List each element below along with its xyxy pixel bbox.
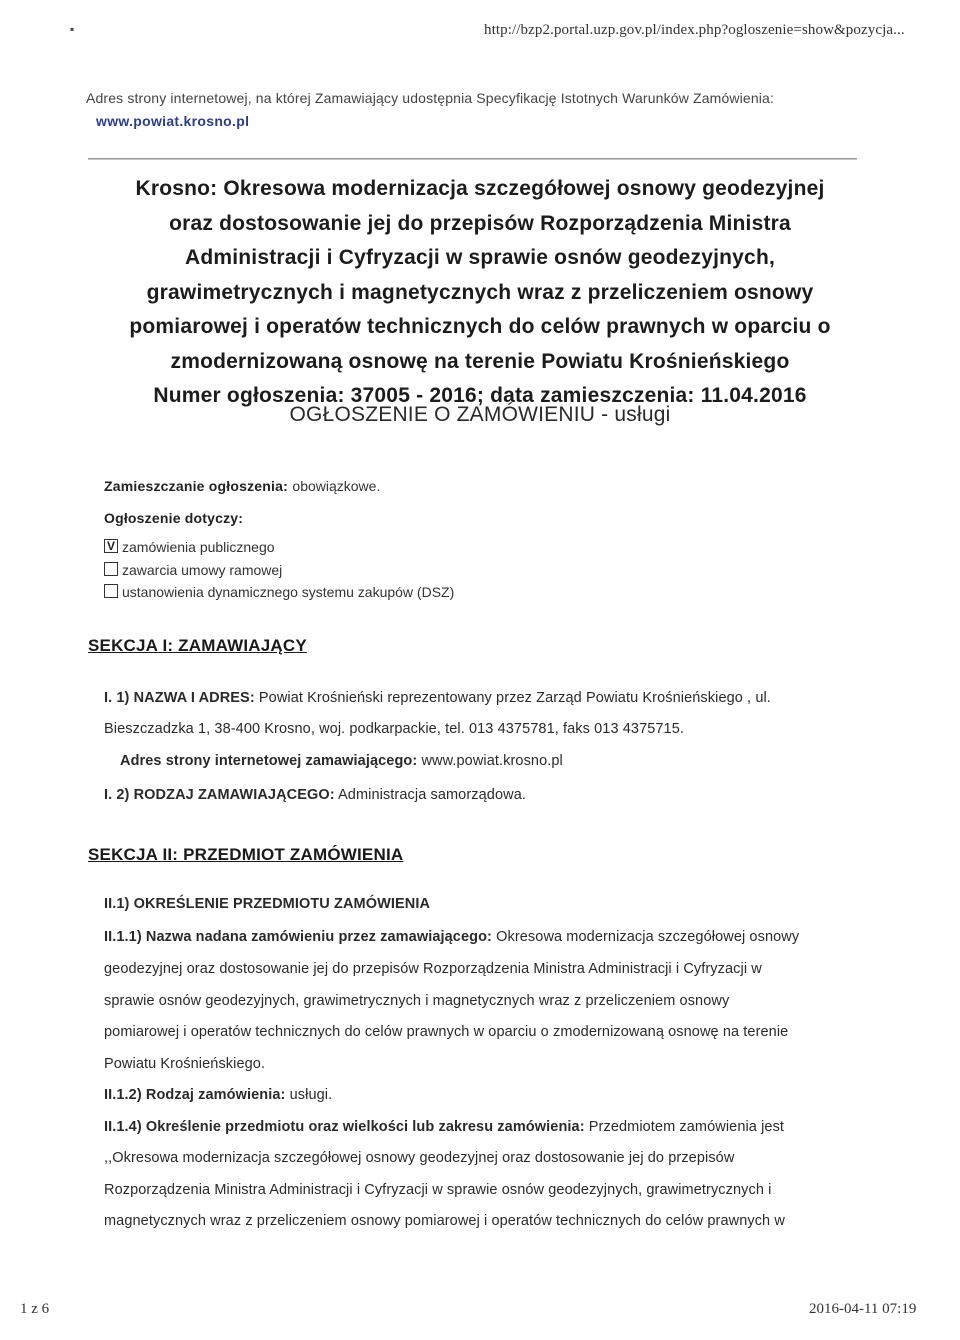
scope-line: magnetycznych wraz z przeliczeniem osnowy pomiarowej i operatów technicznych do celów prawnych w: [104, 1213, 785, 1229]
website-value[interactable]: www.powiat.krosno.pl: [421, 753, 563, 769]
contract-name-label: II.1.1) Nazwa nadana zamówieniu przez zamawiającego:: [104, 929, 492, 945]
option-public-contract: zamówienia publicznego: [122, 539, 275, 555]
title-line: oraz dostosowanie jej do przepisów Rozporządzenia Ministra: [169, 211, 791, 235]
scope-label: II.1.4) Określenie przedmiotu oraz wielkości lub zakresu zamówienia:: [104, 1119, 585, 1135]
contract-name-row: [104, 929, 799, 945]
subject-heading: II.1) OKREŚLENIE PRZEDMIOTU ZAMÓWIENIA: [104, 896, 431, 912]
contract-name-line: sprawie osnów geodezyjnych, grawimetrycznych i magnetycznych wraz z przeliczeniem osnowy: [104, 993, 730, 1009]
section-2-heading: SEKCJA II: PRZEDMIOT ZAMÓWIENIA: [88, 845, 404, 864]
contract-name-text: Okresowa modernizacja szczegółowej osnowy: [496, 929, 800, 945]
contract-name-line: geodezyjnej oraz dostosowanie jej do przepisów Rozporządzenia Ministra Administracji i Cyfryzacji w: [104, 961, 762, 977]
contract-type-value: usługi.: [289, 1087, 333, 1103]
contract-name-line: Powiatu Krośnieńskiego.: [104, 1056, 266, 1072]
title-line: Krosno: Okresowa modernizacja szczegółowej osnowy geodezyjnej: [135, 177, 825, 200]
print-timestamp: 2016-04-11 07:19: [809, 1301, 917, 1317]
contract-type-label: II.1.2) Rodzaj zamówienia:: [104, 1087, 286, 1103]
contracting-type-row: [104, 787, 526, 803]
section-1-heading: SEKCJA I: ZAMAWIAJĄCY: [88, 636, 307, 655]
spec-note: Adres strony internetowej, na której Zamawiający udostępnia Specyfikację Istotnych Warunków Zamówienia:: [86, 90, 775, 106]
scope-line: Rozporządzenia Ministra Administracji i Cyfryzacji w sprawie osnów geodezyjnych, grawimetrycznych i: [104, 1182, 772, 1198]
contracting-type-label: I. 2) RODZAJ ZAMAWIAJĄCEGO:: [104, 787, 335, 803]
publication-label: Zamieszczanie ogłoszenia:: [104, 478, 288, 494]
contract-name-line: pomiarowej i operatów technicznych do celów prawnych w oparciu o zmodernizowaną osnowę na terenie: [104, 1024, 789, 1040]
contracting-website-row: [120, 753, 563, 769]
spec-url-link[interactable]: www.powiat.krosno.pl: [96, 113, 250, 129]
page-number: 1 z 6: [20, 1301, 50, 1317]
checkbox-public-contract[interactable]: V: [104, 539, 118, 553]
name-address-label: I. 1) NAZWA I ADRES:: [104, 690, 255, 706]
publication-row: [104, 478, 380, 496]
browser-url: http://bzp2.portal.uzp.gov.pl/index.php?ogloszenie=show&pozycja...: [484, 22, 905, 38]
contract-type-row: [104, 1087, 332, 1103]
scope-text: Przedmiotem zamówienia jest: [588, 1119, 785, 1135]
name-address-text: Powiat Krośnieński reprezentowany przez Zarząd Powiatu Krośnieńskiego , ul.: [258, 690, 771, 706]
title-line: grawimetrycznych i magnetycznych wraz z przeliczeniem osnowy: [146, 280, 814, 304]
publication-value: obowiązkowe.: [292, 478, 381, 494]
notice-type: OGŁOSZENIE O ZAMÓWIENIU - usługi: [289, 403, 671, 426]
title-line: Administracji i Cyfryzacji w sprawie osnów geodezyjnych,: [184, 246, 776, 269]
title-line: pomiarowej i operatów technicznych do celów prawnych w oparciu o: [129, 315, 831, 338]
website-label: Adres strony internetowej zamawiającego:: [120, 753, 418, 769]
contracting-type-value: Administracja samorządowa.: [338, 787, 526, 803]
option-dsz: ustanowienia dynamicznego systemu zakupów (DSZ): [122, 584, 455, 600]
scope-row: [104, 1119, 784, 1135]
scope-line: ,,Okresowa modernizacja szczegółowej osnowy geodezyjnej oraz dostosowanie jej do przepisów: [104, 1150, 735, 1166]
checkbox-framework[interactable]: [104, 562, 118, 576]
title-line: zmodernizowaną osnowę na terenie Powiatu Krośnieńskiego: [170, 349, 790, 373]
scan-mark: ▪: [70, 22, 75, 36]
notice-title: [80, 172, 880, 414]
concerns-label: Ogłoszenie dotyczy:: [104, 510, 244, 526]
address-line: Bieszczadzka 1, 38-400 Krosno, woj. podkarpackie, tel. 013 4375781, faks 013 4375715.: [104, 721, 685, 737]
checkbox-dsz[interactable]: [104, 584, 118, 598]
notice-number-line: Numer ogłoszenia: 37005 - 2016; data zamieszczenia: 11.04.2016: [153, 384, 807, 407]
option-framework: zawarcia umowy ramowej: [122, 562, 283, 578]
header-divider: [88, 158, 857, 160]
section-1-name-address: [104, 690, 771, 706]
